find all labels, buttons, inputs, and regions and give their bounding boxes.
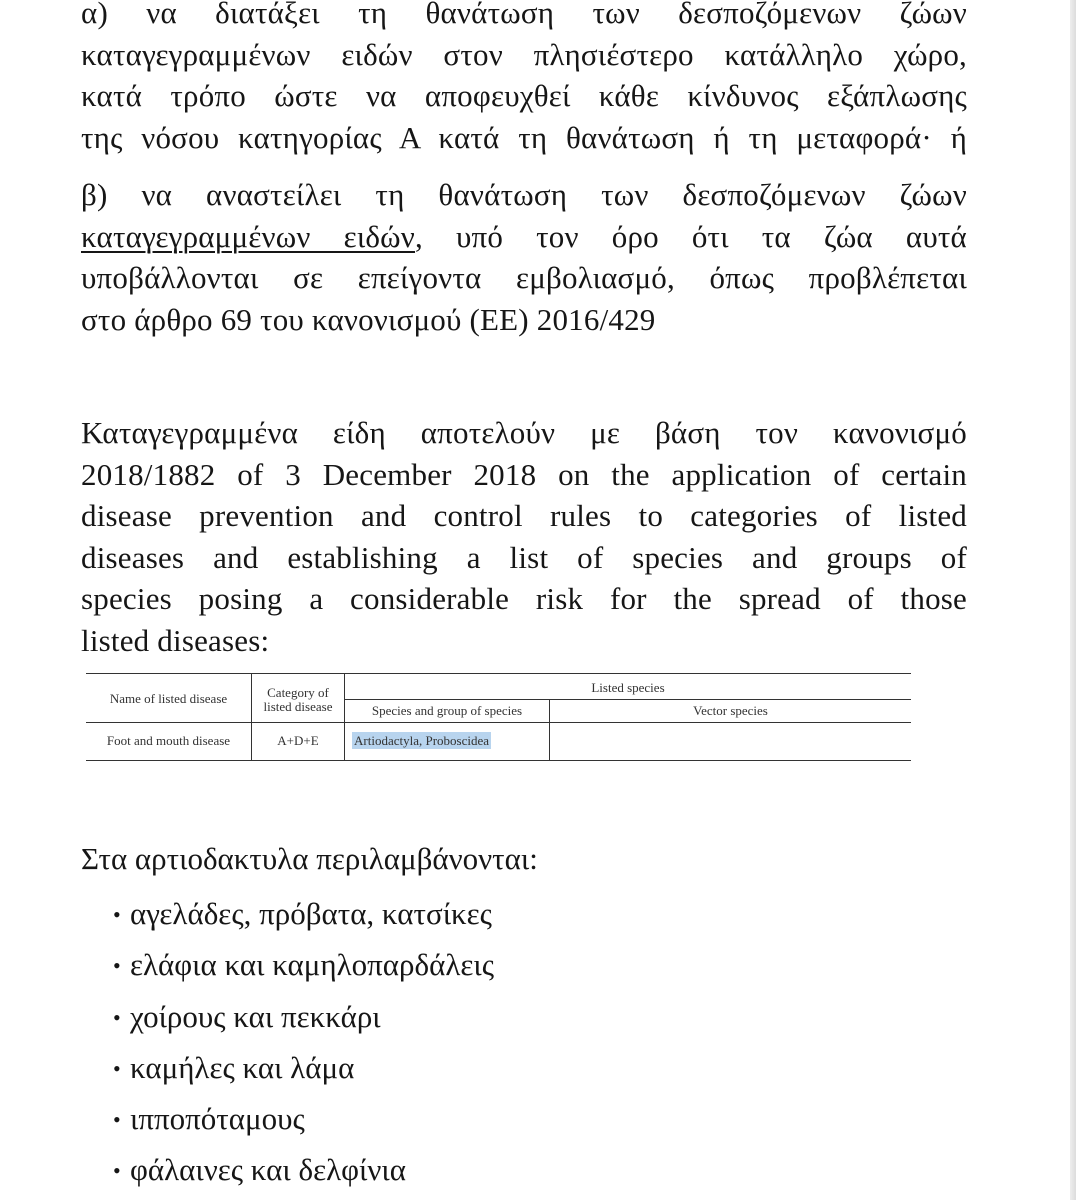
bullet-icon: • [113,1158,121,1184]
highlighted-species-text: Artiodactyla, Proboscidea [354,733,490,748]
text-line: listed diseases: [81,622,270,658]
list-item-text: καμήλες και λάμα [130,1049,355,1085]
text-fragment: , υπό τον όρο ότι τα ζώα αυτά [415,218,967,254]
text-line: Καταγεγραμμένα είδη αποτελούν με βάση τον κανονισμό [81,415,967,450]
list-item-text: ελάφια και καμηλοπαρδάλεις [130,947,495,983]
header-category-line1: Category of [267,685,329,700]
bullet-icon: • [113,953,121,979]
bullet-icon: • [113,1004,121,1030]
paragraph-listed-species [81,412,967,661]
text-line: disease prevention and control rules to categories of listed [81,498,967,533]
text-line: α) να διατάξει τη θανάτωση των δεσποζόμενων ζώων [81,0,967,30]
list-item [113,996,494,1047]
header-listed-species: Listed species [591,680,665,695]
artiodactyla-list [113,893,494,1201]
list-item [113,1149,494,1200]
text-line: υποβάλλονται σε επείγοντα εμβολιασμό, όπως προβλέπεται [81,260,967,295]
list-item [113,893,494,944]
text-line-with-link [81,216,967,258]
page-edge-shadow [1070,0,1076,1200]
paragraph-alpha [81,0,967,158]
text-line: κατά τρόπο ώστε να αποφευχθεί κάθε κίνδυνος εξάπλωσης [81,78,967,113]
header-species-group: Species and group of species [371,703,523,718]
header-category-line2: listed disease [263,699,333,714]
text-line: στο άρθρο 69 του κανονισμού (ΕΕ) 2016/429 [81,301,656,337]
list-item-text: φάλαινες και δελφίνια [130,1152,406,1188]
underlined-term: καταγεγραμμένων ειδών [81,218,416,254]
text-line: της νόσου κατηγορίας Α κατά τη θανάτωση ή τη μεταφορά· ή [81,119,967,155]
row-category: A+D+E [277,733,319,748]
list-item-text: ιπποπόταμους [130,1101,305,1137]
text-line: καταγεγραμμένων ειδών στον πλησιέστερο κατάλληλο χώρο, [81,36,967,72]
text-line: β) να αναστείλει τη θανάτωση των δεσποζόμενων ζώων [81,177,967,212]
bullet-icon: • [113,902,121,927]
artiodactyla-intro: Στα αρτιοδακτυλα περιλαμβάνονται: [81,841,538,876]
bullet-icon: • [113,1107,121,1133]
bullet-icon: • [113,1055,121,1081]
list-item-text: χοίρους και πεκκάρι [130,998,381,1034]
text-line: species posing a considerable risk for the spread of those [81,581,967,616]
list-item [113,1047,494,1098]
table-rule-subheader [345,699,911,700]
paragraph-beta [81,174,967,340]
header-disease-name: Name of listed disease [109,691,228,706]
list-item [113,1098,494,1149]
row-disease-name: Foot and mouth disease [106,733,231,748]
list-item [113,944,494,995]
text-line: 2018/1882 of 3 December 2018 on the application of certain [81,456,967,492]
listed-disease-table [86,673,911,761]
table-rule-header-bottom [86,722,911,723]
row-species [352,734,491,748]
list-item-text: αγελάδες, πρόβατα, κατσίκες [130,896,492,931]
header-vector-species: Vector species [693,703,768,718]
text-line: diseases and establishing a list of species and groups of [81,539,967,575]
table-rule-top [86,673,911,674]
table-rule-bottom [86,760,911,761]
